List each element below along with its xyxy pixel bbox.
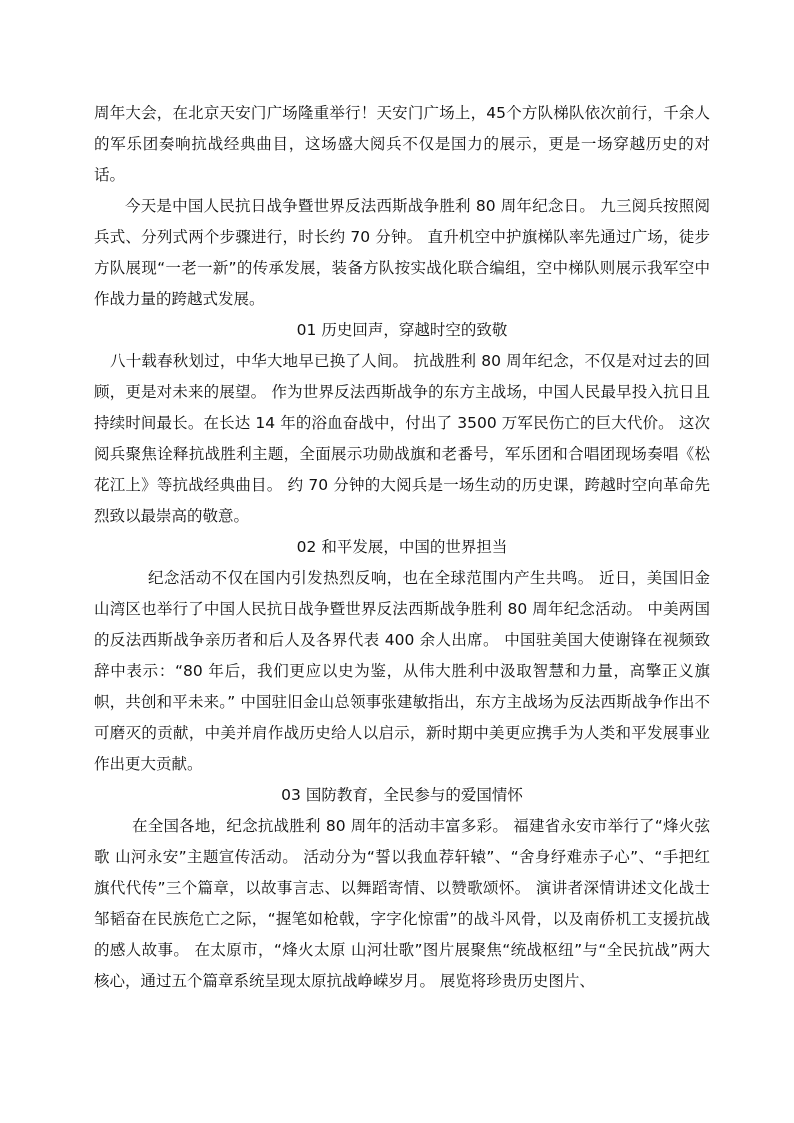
section-heading-03: 03 国防教育，全民参与的爱国情怀	[281, 786, 523, 804]
paragraph-education: 在全国各地，纪念抗战胜利 80 周年的活动丰富多彩。 福建省永安市举行了“烽火弦歌 山河永安”主题宣传活动。 活动分为“誓以我血荐轩辕”、“舍身纾难赤子心”、“手把红旗代代传”三个篇章，以故事言志、以舞蹈寄情、以赞歌颂怀。 演讲者深情讲述文化战士邹韬奋在民族危亡之际，“握笔如枪戟，字字化惊雷”的战斗风骨，以及南侨机工支援抗战的感人故事。 在太原市，“烽火太原 山河壮歌”图片展聚焦“统战枢纽”与“全民抗战”两大核心，通过五个篇章系统呈现太原抗战峥嵘岁月。 展览将珍贵历史图片、	[94, 817, 710, 990]
section-heading-01: 01 历史回声，穿越时空的致敬	[296, 321, 508, 339]
document-page	[94, 98, 710, 997]
section-heading-02: 02 和平发展，中国的世界担当	[296, 538, 508, 556]
paragraph-anniversary: 今天是中国人民抗日战争暨世界反法西斯战争胜利 80 周年纪念日。 九三阅兵按照阅兵式、分列式两个步骤进行，时长约 70 分钟。 直升机空中护旗梯队率先通过广场，徒步方队展现“一老一新”的传承发展，装备方队按实战化联合编组，空中梯队则展示我军空中作战力量的跨越式发展。	[94, 197, 710, 308]
paragraph-peace: 纪念活动不仅在国内引发热烈反响，也在全球范围内产生共鸣。 近日，美国旧金山湾区也举行了中国人民抗日战争暨世界反法西斯战争胜利 80 周年纪念活动。 中美两国的反法西斯战争亲历者和后人及各界代表 400 余人出席。 中国驻美国大使谢锋在视频致辞中表示：“80 年后，我们更应以史为鉴，从伟大胜利中汲取智慧和力量，高擎正义旗帜，共创和平未来。” 中国驻旧金山总领事张建敏指出，东方主战场为反法西斯战争作出不可磨灭的贡献，中美并肩作战历史给人以启示，新时期中美更应携手为人类和平发展事业作出更大贡献。	[94, 569, 710, 773]
paragraph-intro: 周年大会，在北京天安门广场隆重举行！天安门广场上，45个方队梯队依次前行，千余人的军乐团奏响抗战经典曲目，这场盛大阅兵不仅是国力的展示，更是一场穿越历史的对话。	[94, 104, 710, 184]
paragraph-history: 八十载春秋划过，中华大地早已换了人间。 抗战胜利 80 周年纪念，不仅是对过去的回顾，更是对未来的展望。 作为世界反法西斯战争的东方主战场，中国人民最早投入抗日且持续时间最长。在长达 14 年的浴血奋战中，付出了 3500 万军民伤亡的巨大代价。 这次阅兵聚焦诠释抗战胜利主题，全面展示功勋战旗和老番号，军乐团和合唱团现场奏唱《松花江上》等抗战经典曲目。 约 70 分钟的大阅兵是一场生动的历史课，跨越时空向革命先烈致以最崇高的敬意。	[94, 352, 710, 525]
